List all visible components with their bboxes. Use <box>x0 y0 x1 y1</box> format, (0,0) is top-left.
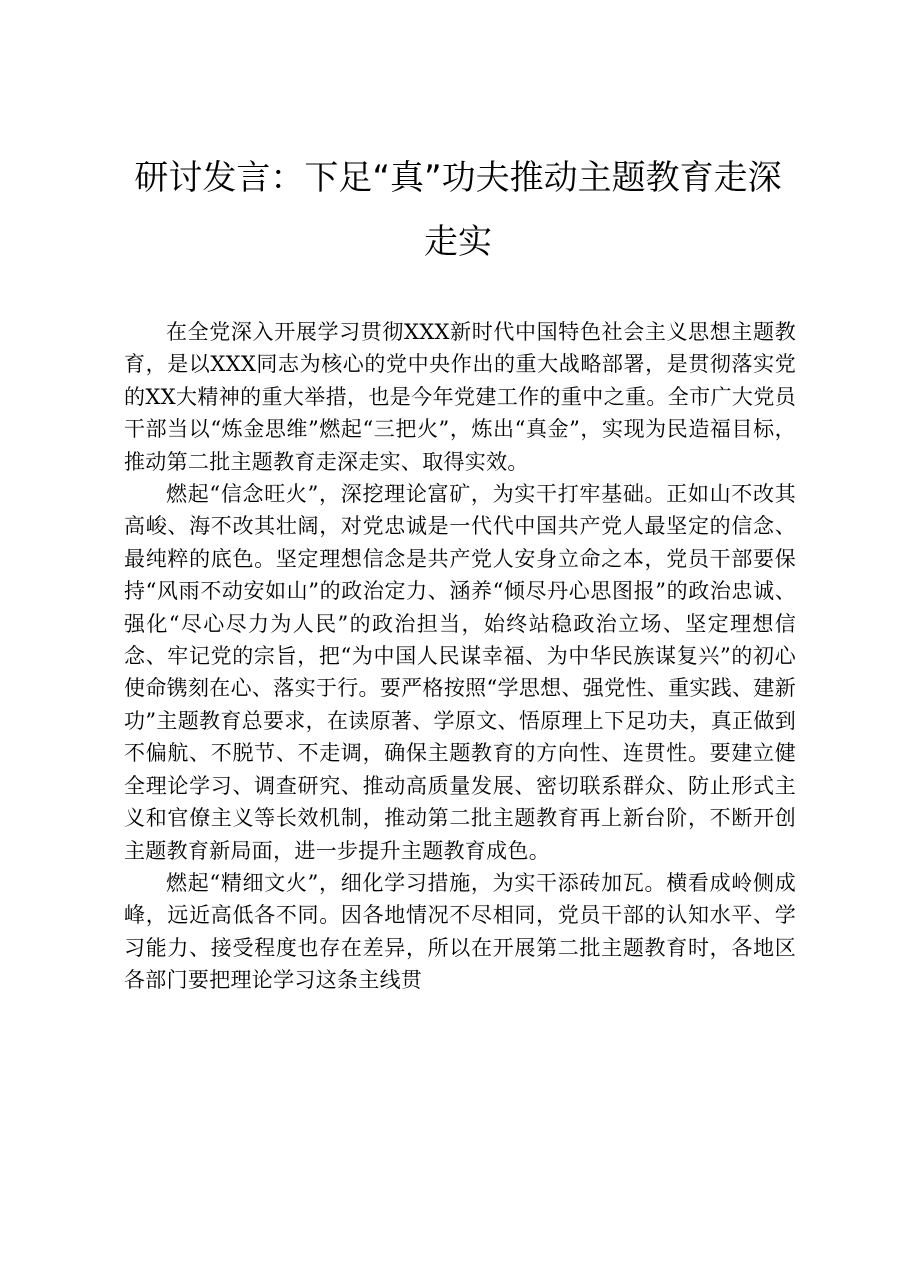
title-line-2: 走实 <box>424 222 492 262</box>
document-title <box>115 146 801 274</box>
title-line-1: 研讨发言：下足“真”功夫推动主题教育走深 <box>134 158 782 198</box>
paragraph-intro: 在全党深入开展学习贯彻XXX新时代中国特色社会主义思想主题教育，是以XXX同志为核心的党中央作出的重大战略部署，是贯彻落实党的XX大精神的重大举措，也是今年党建工作的重中之重。全市广大党员干部当以“炼金思维”燃起“三把火”，炼出“真金”，实现为民造福目标，推动第二批主题教育走深走实、取得实效。 <box>124 320 796 474</box>
paragraph-faith-fire: 燃起“信念旺火”，深挖理论富矿，为实干打牢基础。正如山不改其高峻、海不改其壮阔，对党忠诚是一代代中国共产党人最坚定的信念、最纯粹的底色。坚定理想信念是共产党人安身立命之本，党员干部要保持“风雨不动安如山”的政治定力、涵养“倾尽丹心思图报”的政治忠诚、强化“尽心尽力为人民”的政治担当，始终站稳政治立场、坚定理想信念、牢记党的宗旨，把“为中国人民谋幸福、为中华民族谋复兴”的初心使命镌刻在心、落实于行。要严格按照“学思想、强党性、重实践、建新功”主题教育总要求，在读原著、学原文、悟原理上下足功夫，真正做到不偏航、不脱节、不走调，确保主题教育的方向性、连贯性。要建立健全理论学习、调查研究、推动高质量发展、密切联系群众、防止形式主义和官僚主义等长效机制，推动第二批主题教育再上新台阶，不断开创主题教育新局面，进一步提升主题教育成色。 <box>124 482 796 863</box>
paragraph-fine-fire: 燃起“精细文火”，细化学习措施，为实干添砖加瓦。横看成岭侧成峰，远近高低各不同。因各地情况不尽相同，党员干部的认知水平、学习能力、接受程度也存在差异，所以在开展第二批主题教育时，各地区各部门要把理论学习这条主线贯 <box>124 870 796 993</box>
document-body <box>124 316 796 997</box>
